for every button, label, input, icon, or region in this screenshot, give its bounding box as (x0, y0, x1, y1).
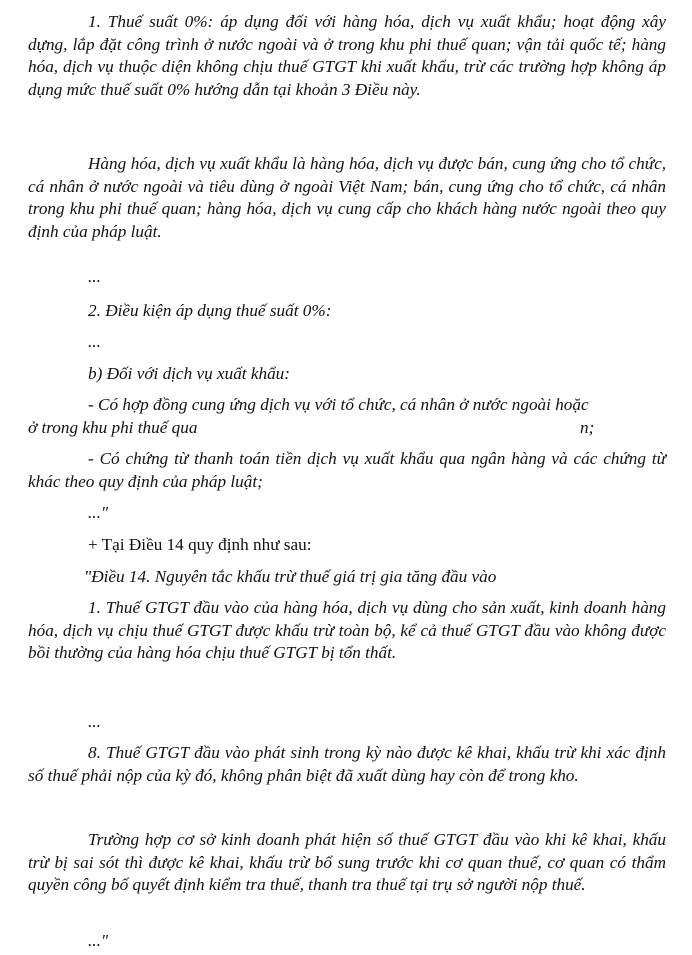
ellipsis: ... (88, 332, 101, 351)
article-14-intro: + Tại Điều 14 quy định như sau: (88, 535, 312, 554)
export-goods-definition: Hàng hóa, dịch vụ xuất khẩu là hàng hóa, dịch vụ được bán, cung ứng cho tổ chức, cá nhân ở nước ngoài và tiêu dùng ở ngoài Việt Nam; bán, cung ứng cho tổ chức, cá nhân trong khu phi thuế quan; hàng hóa, dịch vụ cung cấp cho khách hàng nước ngoài theo quy định của pháp luật. (28, 154, 666, 241)
clause-2-conditions: 2. Điều kiện áp dụng thuế suất 0%: (88, 301, 332, 320)
ellipsis-close-quote: ..." (88, 931, 109, 950)
article-14-clause-8: 8. Thuế GTGT đầu vào phát sinh trong kỳ nào được kê khai, khấu trừ khi xác định số thuế phải nộp của kỳ đó, không phân biệt đã xuất dùng hay còn để trong kho. (28, 743, 666, 785)
article-14-title: "Điều 14. Nguyên tắc khấu trừ thuế giá trị gia tăng đầu vào (84, 567, 497, 586)
error-correction-paragraph: Trường hợp cơ sở kinh doanh phát hiện số thuế GTGT đầu vào khi kê khai, khấu trừ bị sai sót thì được kê khai, khấu trừ bổ sung trước khi cơ quan thuế, cơ quan có thẩm quyền công bố quyết định kiểm tra thuế, thanh tra thuế tại trụ sở người nộp thuế. (28, 830, 666, 894)
condition-contract-line-2: ở trong khu phi thuế qua (28, 418, 198, 437)
ellipsis-close-quote: ..." (88, 503, 109, 522)
ellipsis: ... (88, 712, 101, 731)
condition-payment-documents: - Có chứng từ thanh toán tiền dịch vụ xuất khẩu qua ngân hàng và các chứng từ khác theo quy định của pháp luật; (28, 449, 666, 491)
item-b-export-services: b) Đối với dịch vụ xuất khẩu: (88, 364, 290, 383)
condition-contract-line-2-end: n; (580, 418, 595, 437)
ellipsis: ... (88, 267, 101, 286)
clause-1-zero-tax-rate: 1. Thuế suất 0%: áp dụng đối với hàng hóa, dịch vụ xuất khẩu; hoạt động xây dựng, lắp đặt công trình ở nước ngoài và ở trong khu phi thuế quan; vận tải quốc tế; hàng hóa, dịch vụ thuộc diện không chịu thuế GTGT khi xuất khẩu, trừ các trường hợp không áp dụng mức thuế suất 0% hướng dẫn tại khoản 3 Điều này. (28, 12, 666, 99)
condition-contract-line-1: - Có hợp đồng cung ứng dịch vụ với tổ chức, cá nhân ở nước ngoài hoặc (88, 395, 589, 414)
article-14-clause-1: 1. Thuế GTGT đầu vào của hàng hóa, dịch vụ dùng cho sản xuất, kinh doanh hàng hóa, dịch vụ chịu thuế GTGT được khấu trừ toàn bộ, kể cả thuế GTGT đầu vào không được bồi thường của hàng hóa chịu thuế GTGT bị tổn thất. (28, 598, 666, 662)
